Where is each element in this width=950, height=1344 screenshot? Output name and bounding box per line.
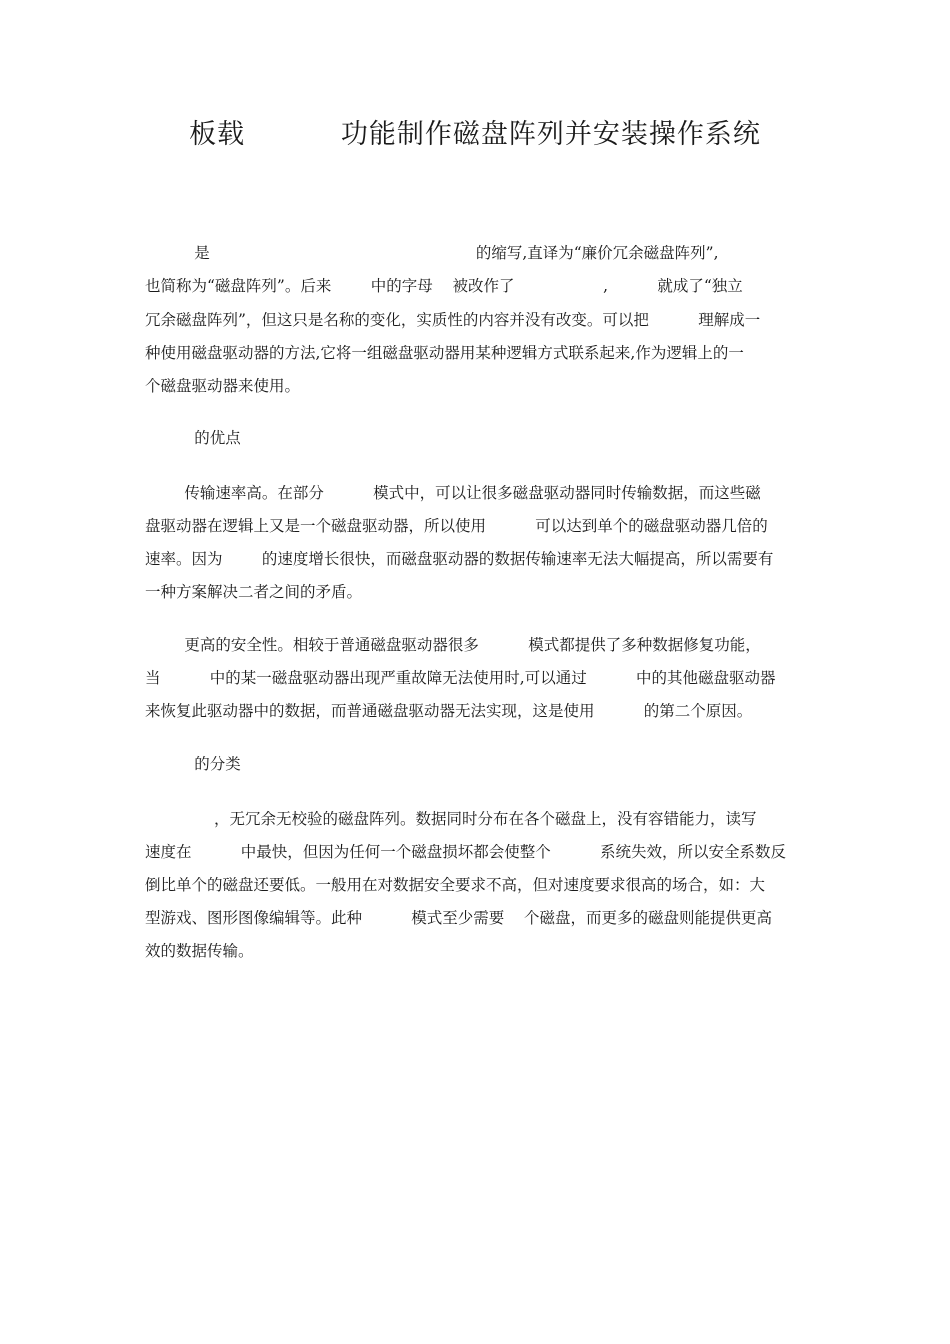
document-title: 板载 功能制作磁盘阵列并安装操作系统 — [189, 119, 761, 150]
paragraph-line: 是 的缩写,直译为“廉价冗余磁盘阵列”, — [145, 244, 719, 262]
section-heading: 的优点 — [145, 429, 241, 447]
paragraph-line: 种使用磁盘驱动器的方法,它将一组磁盘驱动器用某种逻辑方式联系起来,作为逻辑上的一 — [145, 344, 744, 362]
paragraph-line: 一种方案解决二者之间的矛盾。 — [145, 583, 363, 601]
paragraph-line: 倒比单个的磁盘还要低。一般用在对数据安全要求不高，但对速度要求很高的场合，如：大 — [145, 876, 766, 894]
paragraph-line: 型游戏、图形图像编辑等。此种 模式至少需要 个磁盘，而更多的磁盘则能提供更高 — [145, 909, 772, 927]
section-heading: 的分类 — [145, 755, 241, 773]
paragraph-line: 速度在 中最快，但因为任何一个磁盘损坏都会使整个 系统失效，所以安全系数反 — [145, 843, 787, 861]
paragraph-line: 速率。因为 的速度增长很快，而磁盘驱动器的数据传输速率无法大幅提高，所以需要有 — [145, 550, 774, 568]
paragraph-line: 冗余磁盘阵列”，但这只是名称的变化，实质性的内容并没有改变。可以把 理解成一 — [145, 311, 761, 329]
paragraph-line: 当 中的某一磁盘驱动器出现严重故障无法使用时,可以通过 中的其他磁盘驱动器 — [145, 669, 776, 687]
paragraph-line: 盘驱动器在逻辑上又是一个磁盘驱动器，所以使用 可以达到单个的磁盘驱动器几倍的 — [145, 517, 768, 535]
paragraph-line: 更高的安全性。相较于普通磁盘驱动器很多 模式都提供了多种数据修复功能， — [145, 636, 761, 654]
paragraph-line: 个磁盘驱动器来使用。 — [145, 377, 301, 395]
paragraph-line: ，无冗余无校验的磁盘阵列。数据同时分布在各个磁盘上，没有容错能力，读写 — [145, 810, 757, 828]
paragraph-line: 来恢复此驱动器中的数据，而普通磁盘驱动器无法实现，这是使用 的第二个原因。 — [145, 702, 753, 720]
paragraph-line: 效的数据传输。 — [145, 942, 254, 960]
paragraph-line: 传输速率高。在部分 模式中，可以让很多磁盘驱动器同时传输数据，而这些磁 — [145, 484, 761, 502]
paragraph-line: 也简称为“磁盘阵列”。后来 中的字母 被改作了 , 就成了“独立 — [145, 277, 743, 295]
